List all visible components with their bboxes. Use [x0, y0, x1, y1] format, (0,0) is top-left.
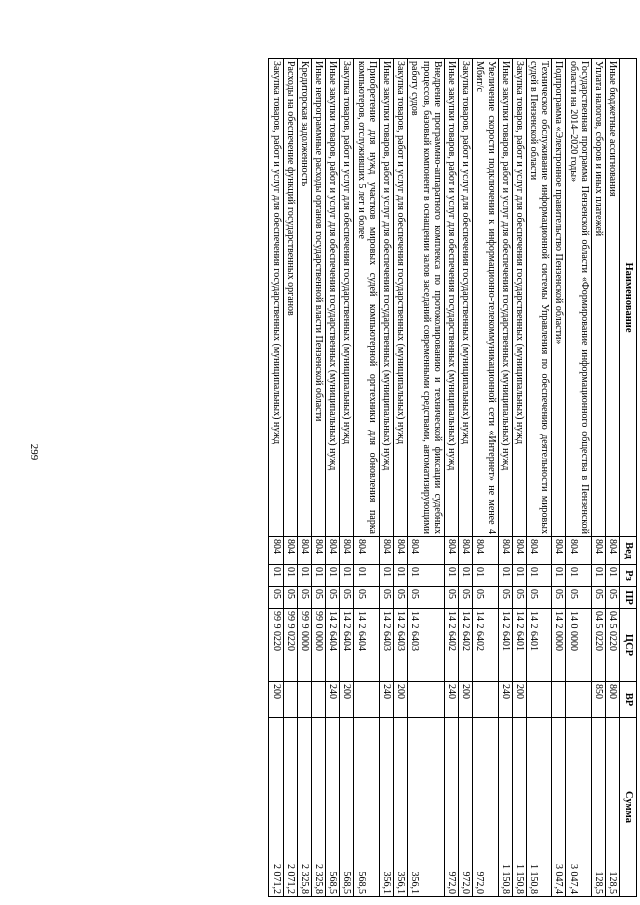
- cell-pr: 05: [394, 587, 408, 609]
- cell-csr: 14 2 6403: [408, 609, 445, 682]
- cell-vr: [526, 682, 551, 718]
- cell-ved: 804: [326, 537, 340, 565]
- cell-vr: [311, 682, 325, 718]
- cell-sum: 128,5: [606, 718, 620, 897]
- cell-vr: 800: [606, 682, 620, 718]
- cell-rz: 01: [283, 565, 297, 587]
- cell-name: Закупка товаров, работ и услуг для обеспечения государственных (муниципальных) нужд: [459, 59, 473, 537]
- cell-vr: [408, 682, 445, 718]
- cell-name: Закупка товаров, работ и услуг для обеспечения государственных (муниципальных) нужд: [340, 59, 354, 537]
- cell-ved: 804: [591, 537, 605, 565]
- header-vr: ВР: [620, 682, 637, 718]
- cell-sum: 356,1: [379, 718, 393, 897]
- cell-vr: 240: [498, 682, 512, 718]
- cell-pr: 05: [269, 587, 283, 609]
- cell-pr: 05: [606, 587, 620, 609]
- table-row: [552, 59, 566, 897]
- cell-pr: 05: [512, 587, 526, 609]
- table-row: [297, 59, 311, 897]
- cell-name: Иные непрограммные расходы органов государственной власти Пензенской области: [311, 59, 325, 537]
- cell-sum: 1 150,8: [498, 718, 512, 897]
- header-sum: Сумма: [620, 718, 637, 897]
- cell-sum: 972,0: [473, 718, 498, 897]
- cell-vr: 240: [444, 682, 458, 718]
- table-row: [283, 59, 297, 897]
- cell-rz: 01: [444, 565, 458, 587]
- cell-pr: 05: [354, 587, 379, 609]
- cell-sum: 972,0: [459, 718, 473, 897]
- cell-pr: 05: [498, 587, 512, 609]
- cell-ved: 804: [379, 537, 393, 565]
- cell-csr: 14 2 6404: [340, 609, 354, 682]
- cell-ved: 804: [297, 537, 311, 565]
- table-row: [444, 59, 458, 897]
- cell-name: Закупка товаров, работ и услуг для обеспечения государственных (муниципальных) нужд: [512, 59, 526, 537]
- cell-name: Государственная программа Пензенской области «Формирование информационного общества в Пензенской области на 2014–2020 годы»: [566, 59, 591, 537]
- cell-vr: [297, 682, 311, 718]
- cell-rz: 01: [591, 565, 605, 587]
- table-row: [473, 59, 498, 897]
- cell-pr: 05: [591, 587, 605, 609]
- table-row: [606, 59, 620, 897]
- cell-rz: 01: [566, 565, 591, 587]
- cell-name: Подпрограмма «Электронное правительство Пензенской области»: [552, 59, 566, 537]
- cell-csr: 14 2 6403: [379, 609, 393, 682]
- cell-ved: 804: [340, 537, 354, 565]
- cell-sum: 2 071,2: [283, 718, 297, 897]
- cell-sum: 3 047,4: [552, 718, 566, 897]
- cell-csr: 99 9 0000: [297, 609, 311, 682]
- cell-pr: 05: [283, 587, 297, 609]
- cell-pr: 05: [297, 587, 311, 609]
- cell-ved: 804: [394, 537, 408, 565]
- cell-ved: 804: [354, 537, 379, 565]
- table-row: [354, 59, 379, 897]
- cell-ved: 804: [459, 537, 473, 565]
- table-row: [566, 59, 591, 897]
- table-row: [512, 59, 526, 897]
- page-number: 299: [28, 443, 40, 461]
- cell-pr: 05: [379, 587, 393, 609]
- cell-vr: 200: [340, 682, 354, 718]
- cell-pr: 05: [340, 587, 354, 609]
- cell-name: Закупка товаров, работ и услуг для обеспечения государственных (муниципальных) нужд: [269, 59, 283, 537]
- cell-rz: 01: [326, 565, 340, 587]
- cell-vr: 200: [394, 682, 408, 718]
- cell-rz: 01: [459, 565, 473, 587]
- cell-pr: 05: [566, 587, 591, 609]
- cell-vr: 240: [326, 682, 340, 718]
- cell-sum: 568,5: [354, 718, 379, 897]
- cell-csr: 14 2 6402: [459, 609, 473, 682]
- cell-name: Иные закупки товаров, работ и услуг для обеспечения государственных (муниципальных) нужд: [379, 59, 393, 537]
- cell-sum: 356,1: [408, 718, 445, 897]
- cell-sum: 972,0: [444, 718, 458, 897]
- cell-name: Иные закупки товаров, работ и услуг для обеспечения государственных (муниципальных) нужд: [498, 59, 512, 537]
- cell-name: Кредиторская задолженность: [297, 59, 311, 537]
- cell-rz: 01: [379, 565, 393, 587]
- cell-pr: 05: [326, 587, 340, 609]
- cell-sum: 568,5: [326, 718, 340, 897]
- cell-pr: 05: [473, 587, 498, 609]
- table-row: [394, 59, 408, 897]
- cell-vr: [552, 682, 566, 718]
- cell-pr: 05: [459, 587, 473, 609]
- cell-name: Внедрение программно-аппаратного комплекса по протоколированию и технической фиксации судебных процессов, базовый компонент в оснащении залов заседаний современными средствами, автоматизирующими работу судов: [408, 59, 445, 537]
- cell-csr: 14 2 6403: [394, 609, 408, 682]
- cell-pr: 05: [408, 587, 445, 609]
- cell-ved: 804: [473, 537, 498, 565]
- cell-csr: 04 5 0220: [606, 609, 620, 682]
- budget-table: [268, 58, 637, 897]
- cell-name: Иные бюджетные ассигнования: [606, 59, 620, 537]
- cell-sum: 1 150,8: [526, 718, 551, 897]
- cell-sum: 128,5: [591, 718, 605, 897]
- cell-name: Увеличение скорости подключения к информационно-телекоммуникационной сети «Интернет» не менее 4 Мбит/с: [473, 59, 498, 537]
- cell-pr: 05: [526, 587, 551, 609]
- cell-sum: 1 150,8: [512, 718, 526, 897]
- cell-rz: 01: [311, 565, 325, 587]
- cell-ved: 804: [269, 537, 283, 565]
- table-row: [459, 59, 473, 897]
- cell-rz: 01: [526, 565, 551, 587]
- cell-ved: 804: [283, 537, 297, 565]
- table-row: [269, 59, 283, 897]
- cell-csr: 99 9 0220: [269, 609, 283, 682]
- cell-csr: 14 2 6401: [512, 609, 526, 682]
- cell-ved: 804: [526, 537, 551, 565]
- cell-vr: [283, 682, 297, 718]
- cell-vr: 240: [379, 682, 393, 718]
- rotated-page-content: [62, 58, 637, 896]
- cell-rz: 01: [340, 565, 354, 587]
- header-rz: Рз: [620, 565, 637, 587]
- cell-name: Иные закупки товаров, работ и услуг для обеспечения государственных (муниципальных) нужд: [444, 59, 458, 537]
- cell-csr: 99 0 0000: [311, 609, 325, 682]
- cell-sum: 2 071,2: [269, 718, 283, 897]
- header-pr: ПР: [620, 587, 637, 609]
- rotated-table-region: [62, 58, 637, 896]
- cell-name: Техническое обслуживание информационной системы Управления по обеспечению деятельности мировых судей в Пензенской области: [526, 59, 551, 537]
- cell-ved: 804: [606, 537, 620, 565]
- cell-name: Расходы на обеспечение функций государственных органов: [283, 59, 297, 537]
- cell-sum: 2 325,8: [297, 718, 311, 897]
- cell-vr: 200: [459, 682, 473, 718]
- cell-rz: 01: [354, 565, 379, 587]
- cell-ved: 804: [498, 537, 512, 565]
- cell-csr: 14 2 6404: [326, 609, 340, 682]
- cell-vr: 200: [512, 682, 526, 718]
- cell-name: Уплата налогов, сборов и иных платежей: [591, 59, 605, 537]
- table-row: [498, 59, 512, 897]
- table-row: [526, 59, 551, 897]
- cell-rz: 01: [606, 565, 620, 587]
- table-row: [340, 59, 354, 897]
- cell-rz: 01: [394, 565, 408, 587]
- cell-vr: 850: [591, 682, 605, 718]
- cell-name: Закупка товаров, работ и услуг для обеспечения государственных (муниципальных) нужд: [394, 59, 408, 537]
- cell-ved: 804: [552, 537, 566, 565]
- cell-rz: 01: [269, 565, 283, 587]
- cell-csr: 14 2 6402: [444, 609, 458, 682]
- cell-ved: 804: [566, 537, 591, 565]
- cell-csr: 14 2 6404: [354, 609, 379, 682]
- cell-pr: 05: [444, 587, 458, 609]
- header-name: Наименование: [620, 59, 637, 537]
- cell-rz: 01: [473, 565, 498, 587]
- cell-vr: 200: [269, 682, 283, 718]
- cell-csr: 14 2 6401: [498, 609, 512, 682]
- table-row: [311, 59, 325, 897]
- cell-csr: 14 2 6402: [473, 609, 498, 682]
- cell-csr: 14 2 6401: [526, 609, 551, 682]
- cell-ved: 804: [444, 537, 458, 565]
- cell-vr: [473, 682, 498, 718]
- cell-csr: 99 9 0220: [283, 609, 297, 682]
- cell-rz: 01: [552, 565, 566, 587]
- table-row: [379, 59, 393, 897]
- table-row: [408, 59, 445, 897]
- cell-rz: 01: [498, 565, 512, 587]
- cell-name: Иные закупки товаров, работ и услуг для обеспечения государственных (муниципальных) нужд: [326, 59, 340, 537]
- cell-pr: 05: [311, 587, 325, 609]
- cell-csr: 14 0 0000: [566, 609, 591, 682]
- table-header-row: [620, 59, 637, 897]
- header-csr: ЦСР: [620, 609, 637, 682]
- cell-csr: 14 2 0000: [552, 609, 566, 682]
- cell-sum: 568,5: [340, 718, 354, 897]
- cell-vr: [354, 682, 379, 718]
- cell-pr: 05: [552, 587, 566, 609]
- table-row: [591, 59, 605, 897]
- cell-rz: 01: [408, 565, 445, 587]
- cell-sum: 2 325,8: [311, 718, 325, 897]
- cell-rz: 01: [512, 565, 526, 587]
- header-ved: Вед: [620, 537, 637, 565]
- cell-ved: 804: [512, 537, 526, 565]
- cell-csr: 04 5 0220: [591, 609, 605, 682]
- cell-rz: 01: [297, 565, 311, 587]
- cell-vr: [566, 682, 591, 718]
- cell-sum: 3 047,4: [566, 718, 591, 897]
- cell-sum: 356,1: [394, 718, 408, 897]
- table-row: [326, 59, 340, 897]
- cell-ved: 804: [311, 537, 325, 565]
- cell-ved: 804: [408, 537, 445, 565]
- cell-name: Приобретение для нужд участков мировых судей компьютерной оргтехники для обновления парка компьютеров, отслуживших 5 лет и более: [354, 59, 379, 537]
